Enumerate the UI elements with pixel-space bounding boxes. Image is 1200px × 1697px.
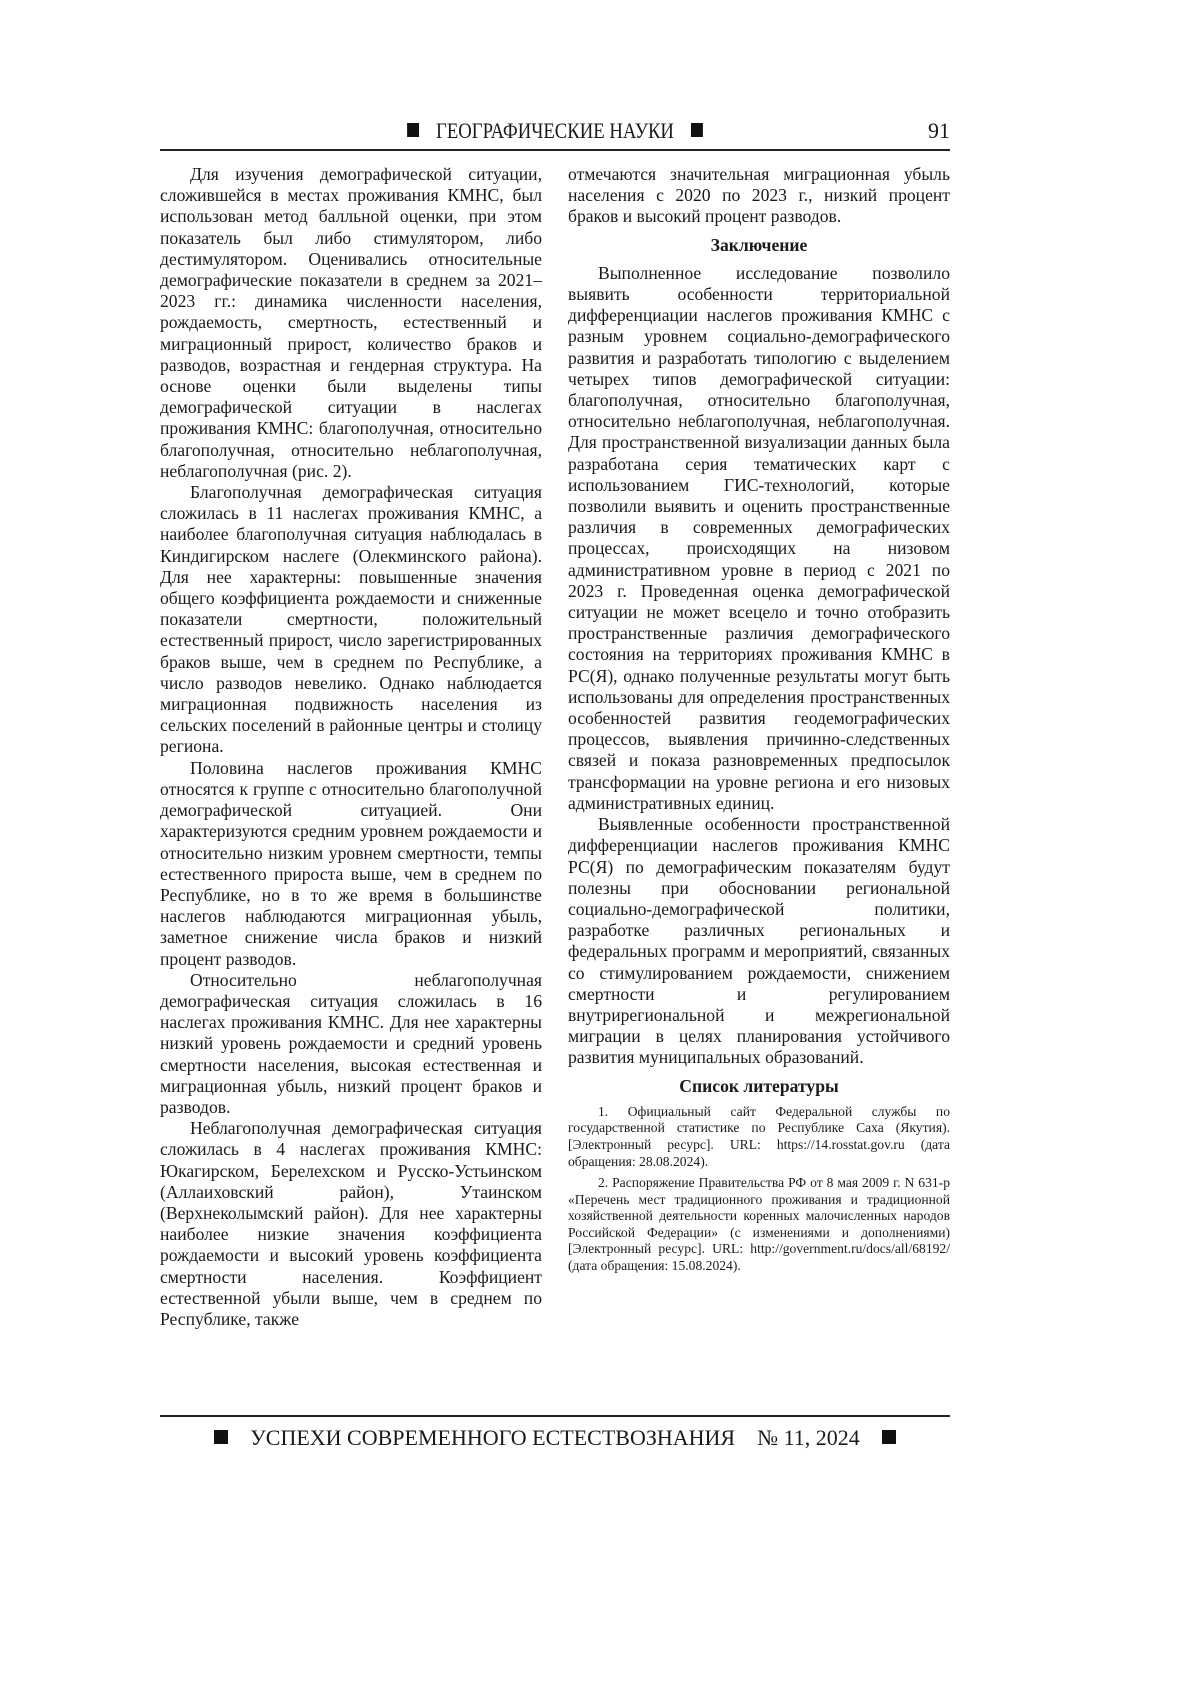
paragraph: Половина наслегов проживания КМНС относятся к группе с относительно благополучной демографической ситуацией. Они характеризуются средним уровнем рождаемости и относительно низким уровнем смертности, темпы естественного прироста выше, чем в среднем по Республике, но в то же время в большинстве наслегов наблюдаются миграционная убыль, заметное снижение числа браков и низкий процент разводов. <box>160 758 542 970</box>
references-list <box>568 1104 950 1275</box>
paragraph: Выполненное исследование позволило выявить особенности территориальной дифференциации наслегов проживания КМНС с разным уровнем социально-демографического развития и разработать типологию с выделением четырех типов демографической ситуации: благополучная, относительно благополучная, относительно неблагополучная, неблагополучная. Для пространственной визуализации данных была разработана серия тематических карт с использованием ГИС-технологий, которые позволили выявить и оценить пространственные различия в современных демографических процессах, происходящих на низовом административном уровне в период с 2021 по 2023 г. Проведенная оценка демографической ситуации не может всецело и точно отобразить пространственные различия демографического состояния на территориях проживания КМНС в РС(Я), однако полученные результаты могут быть использованы для определения пространственных особенностей развития геодемографических процессов, выявления причинно-следственных связей и показа разновременных предпосылок трансформации на уровне региона и его низовых административных единиц. <box>568 263 950 814</box>
running-footer <box>160 1425 950 1451</box>
paragraph: отмечаются значительная миграционная убыль населения с 2020 по 2023 г., низкий процент браков и высокий процент разводов. <box>568 164 950 228</box>
reference-item: 1. Официальный сайт Федеральной службы по государственной статистике по Республике Саха (Якутия). [Электронный ресурс]. URL: https://14.rosstat.gov.ru (дата обращения: 28.08.2024). <box>568 1104 950 1170</box>
paragraph: Неблагополучная демографическая ситуация сложилась в 4 наслегах проживания КМНС: Юкагирском, Берелехском и Русско-Устьинском (Аллаиховский район), Утаинском (Верхнеколымский район). Для нее характерны наиболее низкие значения коэффициента рождаемости и высокий уровень коэффициента смертности населения. Коэффициент естественной убыли выше, чем в среднем по Республике, также <box>160 1118 542 1330</box>
paragraph: Для изучения демографической ситуации, сложившейся в местах проживания КМНС, был использован метод балльной оценки, при этом показатель был либо стимулятором, либо дестимулятором. Оценивались относительные демографические показатели в среднем за 2021–2023 гг.: динамика численности населения, рождаемость, смертность, естественный и миграционный прирост, количество браков и разводов, возрастная и гендерная структура. На основе оценки были выделены типы демографической ситуации в наслегах проживания КМНС: благополучная, относительно благополучная, относительно неблагополучная, неблагополучная (рис. 2). <box>160 164 542 482</box>
left-column <box>160 164 542 1330</box>
journal-title: УСПЕХИ СОВРЕМЕННОГО ЕСТЕСТВОЗНАНИЯ <box>250 1425 735 1450</box>
conclusion-heading: Заключение <box>568 235 950 256</box>
header-rule <box>160 149 950 151</box>
running-header <box>160 118 950 148</box>
square-bullet-icon <box>407 123 419 137</box>
square-bullet-icon <box>691 123 703 137</box>
square-bullet-icon <box>882 1430 896 1444</box>
issue-number: № 11, 2024 <box>757 1425 860 1450</box>
paragraph: Благополучная демографическая ситуация сложилась в 11 наслегах проживания КМНС, а наиболее благополучная ситуация наблюдалась в Киндигирском наслеге (Олекминского района). Для нее характерны: повышенные значения общего коэффициента рождаемости и сниженные показатели смертности, положительный естественный прирост, число зарегистрированных браков выше, чем в среднем по Республике, а число разводов невелико. Однако наблюдается миграционная подвижность населения из сельских поселений в районные центры и столицу региона. <box>160 482 542 758</box>
square-bullet-icon <box>214 1430 228 1444</box>
paragraph: Выявленные особенности пространственной дифференциации наслегов проживания КМНС РС(Я) по демографическим показателям будут полезны при обосновании региональной социально-демографической политики, разработке различных региональных и федеральных программ и мероприятий, связанных со стимулированием рождаемости, снижением смертности и регулированием внутрирегиональной и межрегиональной миграции в целях планирования устойчивого развития муниципальных образований. <box>568 814 950 1068</box>
references-heading: Список литературы <box>568 1076 950 1097</box>
page-number: 91 <box>928 118 950 144</box>
section-title: ГЕОГРАФИЧЕСКИЕ НАУКИ <box>436 118 674 143</box>
right-column <box>568 164 950 1280</box>
footer-rule <box>160 1415 950 1417</box>
paragraph: Относительно неблагополучная демографическая ситуация сложилась в 16 наслегах проживания КМНС. Для нее характерны низкий уровень рождаемости и средний уровень смертности населения, высокая естественная и миграционная убыль, низкий процент браков и разводов. <box>160 970 542 1118</box>
reference-item: 2. Распоряжение Правительства РФ от 8 мая 2009 г. N 631-р «Перечень мест традиционного проживания и традиционной хозяйственной деятельности коренных малочисленных народов Российской Федерации» (с изменениями и дополнениями) [Электронный ресурс]. URL: http://government.ru/docs/all/68192/ (дата обращения: 15.08.2024). <box>568 1175 950 1275</box>
